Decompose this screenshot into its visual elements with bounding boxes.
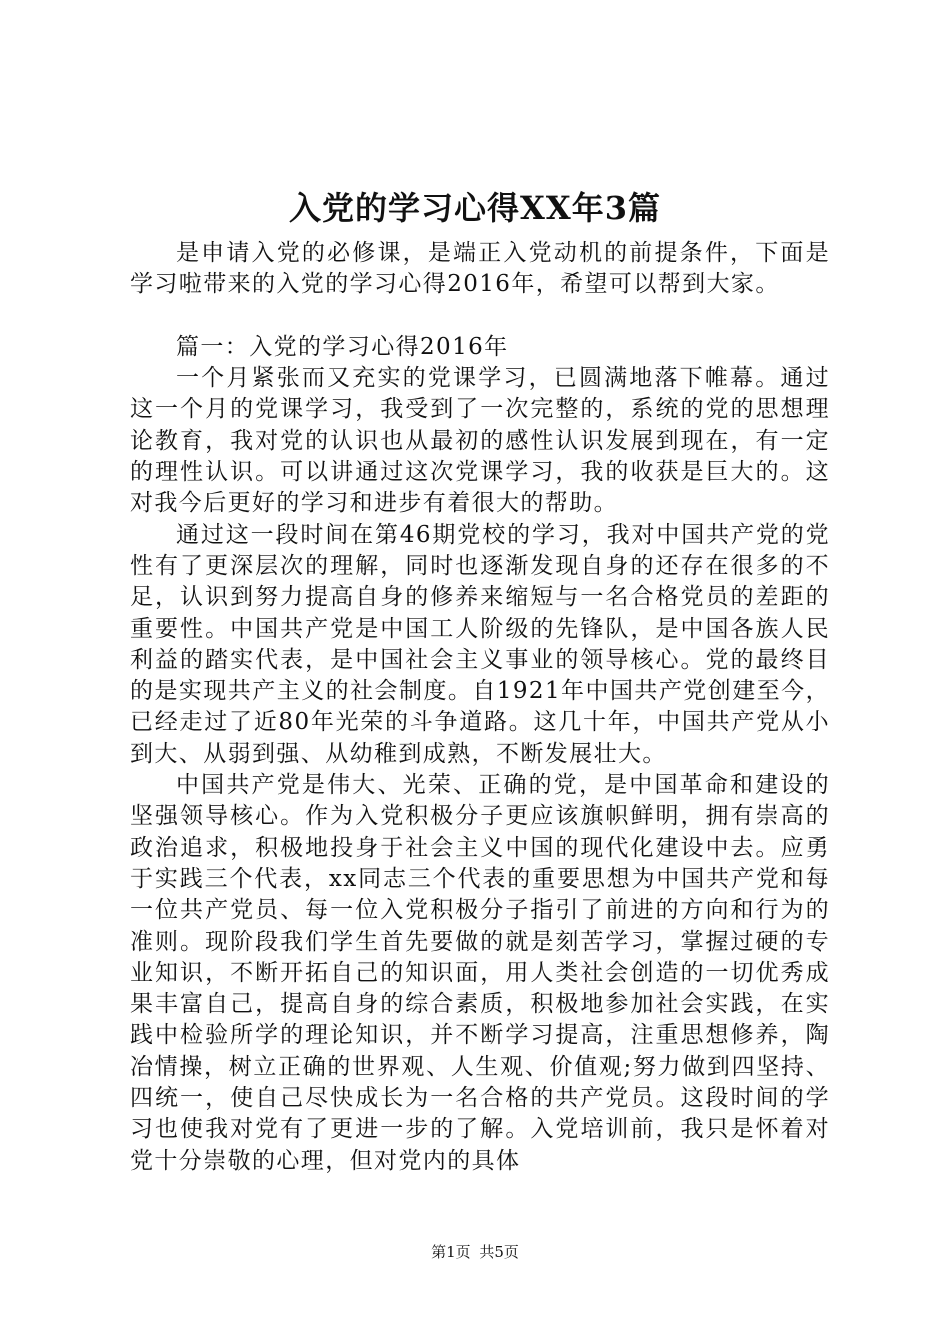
body-paragraph: 一个月紧张而又充实的党课学习，已圆满地落下帷幕。通过这一个月的党课学习，我受到了一次完整的，系统的党的思想理论教育，我对党的认识也从最初的感性认识发展到现在，有一定的理性认识。可以讲通过这次党课学习，我的收获是巨大的。这对我今后更好的学习和进步有着很大的帮助。 (130, 365, 830, 517)
page-footer (0, 1242, 950, 1262)
page-number: 第1页 (431, 1243, 471, 1261)
body-paragraph: 中国共产党是伟大、光荣、正确的党，是中国革命和建设的坚强领导核心。作为入党积极分子更应该旗帜鲜明，拥有崇高的政治追求，积极地投身于社会主义中国的现代化建设中去。应勇于实践三个代表，xx同志三个代表的重要思想为中国共产党和每一位共产党员、每一位入党积极分子指引了前进的方向和行为的准则。现阶段我们学生首先要做的就是刻苦学习，掌握过硬的专业知识，不断开拓自己的知识面，用人类社会创造的一切优秀成果丰富自己，提高自身的综合素质，积极地参加社会实践，在实践中检验所学的理论知识，并不断学习提高，注重思想修养，陶冶情操，树立正确的世界观、人生观、价值观;努力做到四坚持、四统一，使自己尽快成长为一名合格的共产党员。这段时间的学习也使我对党有了更进一步的了解。入党培训前，我只是怀着对党十分崇敬的心理，但对党内的具体 (130, 772, 830, 1174)
section-heading: 篇一：入党的学习心得2016年 (176, 333, 509, 360)
page-total: 共5页 (479, 1243, 519, 1261)
document-title: 入党的学习心得XX年3篇 (289, 189, 661, 227)
paragraph-spacer (130, 301, 830, 332)
body-paragraph: 通过这一段时间在第46期党校的学习，我对中国共产党的党性有了更深层次的理解，同时也逐渐发现自身的还存在很多的不足，认识到努力提高自身的修养来缩短与一名合格党员的差距的重要性。中国共产党是中国工人阶级的先锋队，是中国各族人民利益的踏实代表，是中国社会主义事业的领导核心。党的最终目的是实现共产主义的社会制度。自1921年中国共产党创建至今，已经走过了近80年光荣的斗争道路。这几十年，中国共产党从小到大、从弱到强、从幼稚到成熟，不断发展壮大。 (130, 521, 830, 767)
document-body (130, 238, 830, 1177)
intro-paragraph: 是申请入党的必修课，是端正入党动机的前提条件，下面是学习啦带来的入党的学习心得2016年，希望可以帮到大家。 (130, 240, 830, 298)
